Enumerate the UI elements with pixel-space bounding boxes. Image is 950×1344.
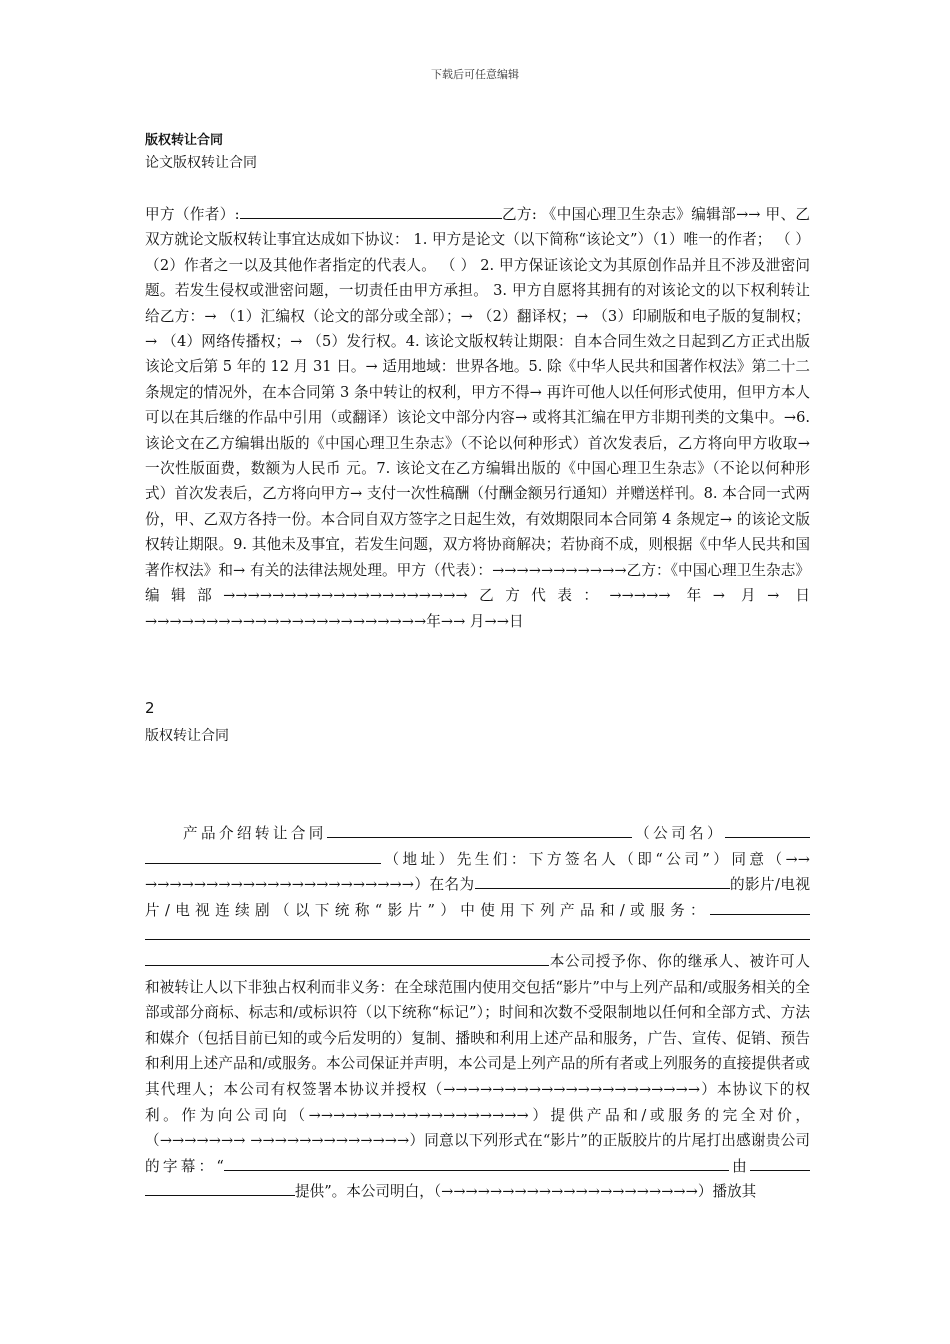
agreement-closing-text: 提供”。本公司明白，（→→→→→→→→→→→→→→→→→→→→→）播放其 [295, 1183, 757, 1201]
contract-body-paragraph [145, 202, 810, 634]
agreement-intro-text: 产品介绍转让合同 [183, 825, 327, 842]
agreement-consent-text: （地址）先生们：下方签名人（即“公司”）同意（→→ →→→→→→→→→→→→→→→→→→→→→→）在名为 [145, 850, 810, 894]
party-a-label: 甲方（作者）: [145, 206, 240, 223]
product-usage-text: 的影片/电视片/电视连续剧（以下统称“影片”）中使用下列产品和/或服务： [145, 876, 811, 919]
film-name-blank [475, 872, 730, 889]
company-name-blank [725, 821, 810, 838]
document-title: 版权转让合同 [145, 133, 224, 148]
credit-company-blank-2 [145, 1179, 295, 1196]
contract-clauses-text: 乙方: 《中国心理卫生杂志》编辑部→→ 甲、乙双方就论文版权转让事宜达成如下协议： 1. 甲方是论文（以下简称“该论文”）（1）唯一的作者； （ ） （2）作者之一以及其他作者指定的代表人。 （ ） 2. 甲方保证该论文为其原创作品并且不涉及泄密问题。若发生侵权或泄密问题，一切责任由甲方承担。 3. 甲方自愿将其拥有的对该论文的以下权利转让给乙方：→ （1）汇编权（论文的部分或全部）；→ （2）翻译权；→ （3）印刷版和电子版的复制权；→ （4）网络传播权；→ （5）发行权。4. 该论文版权转让期限：自本合同生效之日起到乙方正式出版该论文后第 5 年的 12 月 31 日。→ 适用地域：世界各地。5. 除《中华人民共和国著作权法》第二十二条规定的情况外，在本合同第 3 条中转让的权利，甲方不得→ 再许可他人以任何形式使用，但甲方本人可以在其后继的作品中引用（或翻译）该论文中部分内容→ 或将其汇编在甲方非期刊类的文集中。→6. 该论文在乙方编辑出版的《中国心理卫生杂志》（不论以何种形式）首次发表后，乙方将向甲方收取→ 一次性版面费，数额为人民币 元。7. 该论文在乙方编辑出版的《中国心理卫生杂志》（不论以何种形式）首次发表后，乙方将向甲方→ 支付一次性稿酬（付酬金额另行通知）并赠送样刊。8. 本合同一式两份，甲、乙双方各持一份。本合同自双方签字之日起生效，有效期限同本合同第 4 条规定→ 的该论文版权转让期限。9. 其他未及事宜，若发生问题，双方将协商解决；若协商不成，则根据《中华人民共和国著作权法》和→ 有关的法律法规处理。甲方（代表）：→→→→→→→→→→→乙方：《中国心理卫生杂志》编辑部→→→→→→→→→→→→→→→→→→→→乙方代表：→→→→→ 年→ 月→ 日→→→→→→→→→→→→→→→→→→→→→→→年→→ 月→→日 [145, 206, 811, 630]
products-blank-2 [145, 923, 810, 940]
agreement-name-blank [327, 821, 632, 838]
document-subtitle: 论文版权转让合同 [145, 155, 257, 171]
page-number: 2 [145, 699, 155, 717]
credit-text-blank [224, 1154, 729, 1171]
company-name-label: （公司名） [631, 825, 725, 842]
credit-company-blank-1 [750, 1154, 810, 1171]
section-title: 版权转让合同 [145, 728, 229, 744]
address-blank [145, 847, 381, 864]
agreement-terms-text: 本公司授予你、你的继承人、被许可人和被转让人以下非独占权利而非义务：在全球范围内使用交包括“影片”中与上列产品和/或服务相关的全部或部分商标、标志和/或标识符（以下统称“标记”）；时间和次数不受限制地以任何和全部方式、方法和媒介（包括目前已知的或今后发明的）复制、播映和利用上述产品和服务，广告、宣传、促销、预告和利用上述产品和/或服务。本公司保证并声明，本公司是上列产品的所有者或上列服务的直接提供者或其代理人；本公司有权签署本协议并授权（→→→→→→→→→→→→→→→→→→→→→）本协议下的权利。作为向公司向（→→→→→→→→→→→→→→→→→→）提供产品和/或服务的完全对价，（→→→→→→→ →→→→→→→→→→→→→）同意以下列形式在“影片”的正版胶片的片尾打出感谢贵公司的字幕：“ [145, 952, 810, 1175]
products-blank-1 [710, 898, 810, 915]
party-a-blank [240, 202, 502, 219]
products-blank-3 [145, 949, 549, 966]
product-agreement-paragraph [145, 821, 810, 1205]
credit-by-label: 由 [728, 1157, 750, 1175]
page-header: 下载后可任意编辑 [431, 68, 519, 81]
